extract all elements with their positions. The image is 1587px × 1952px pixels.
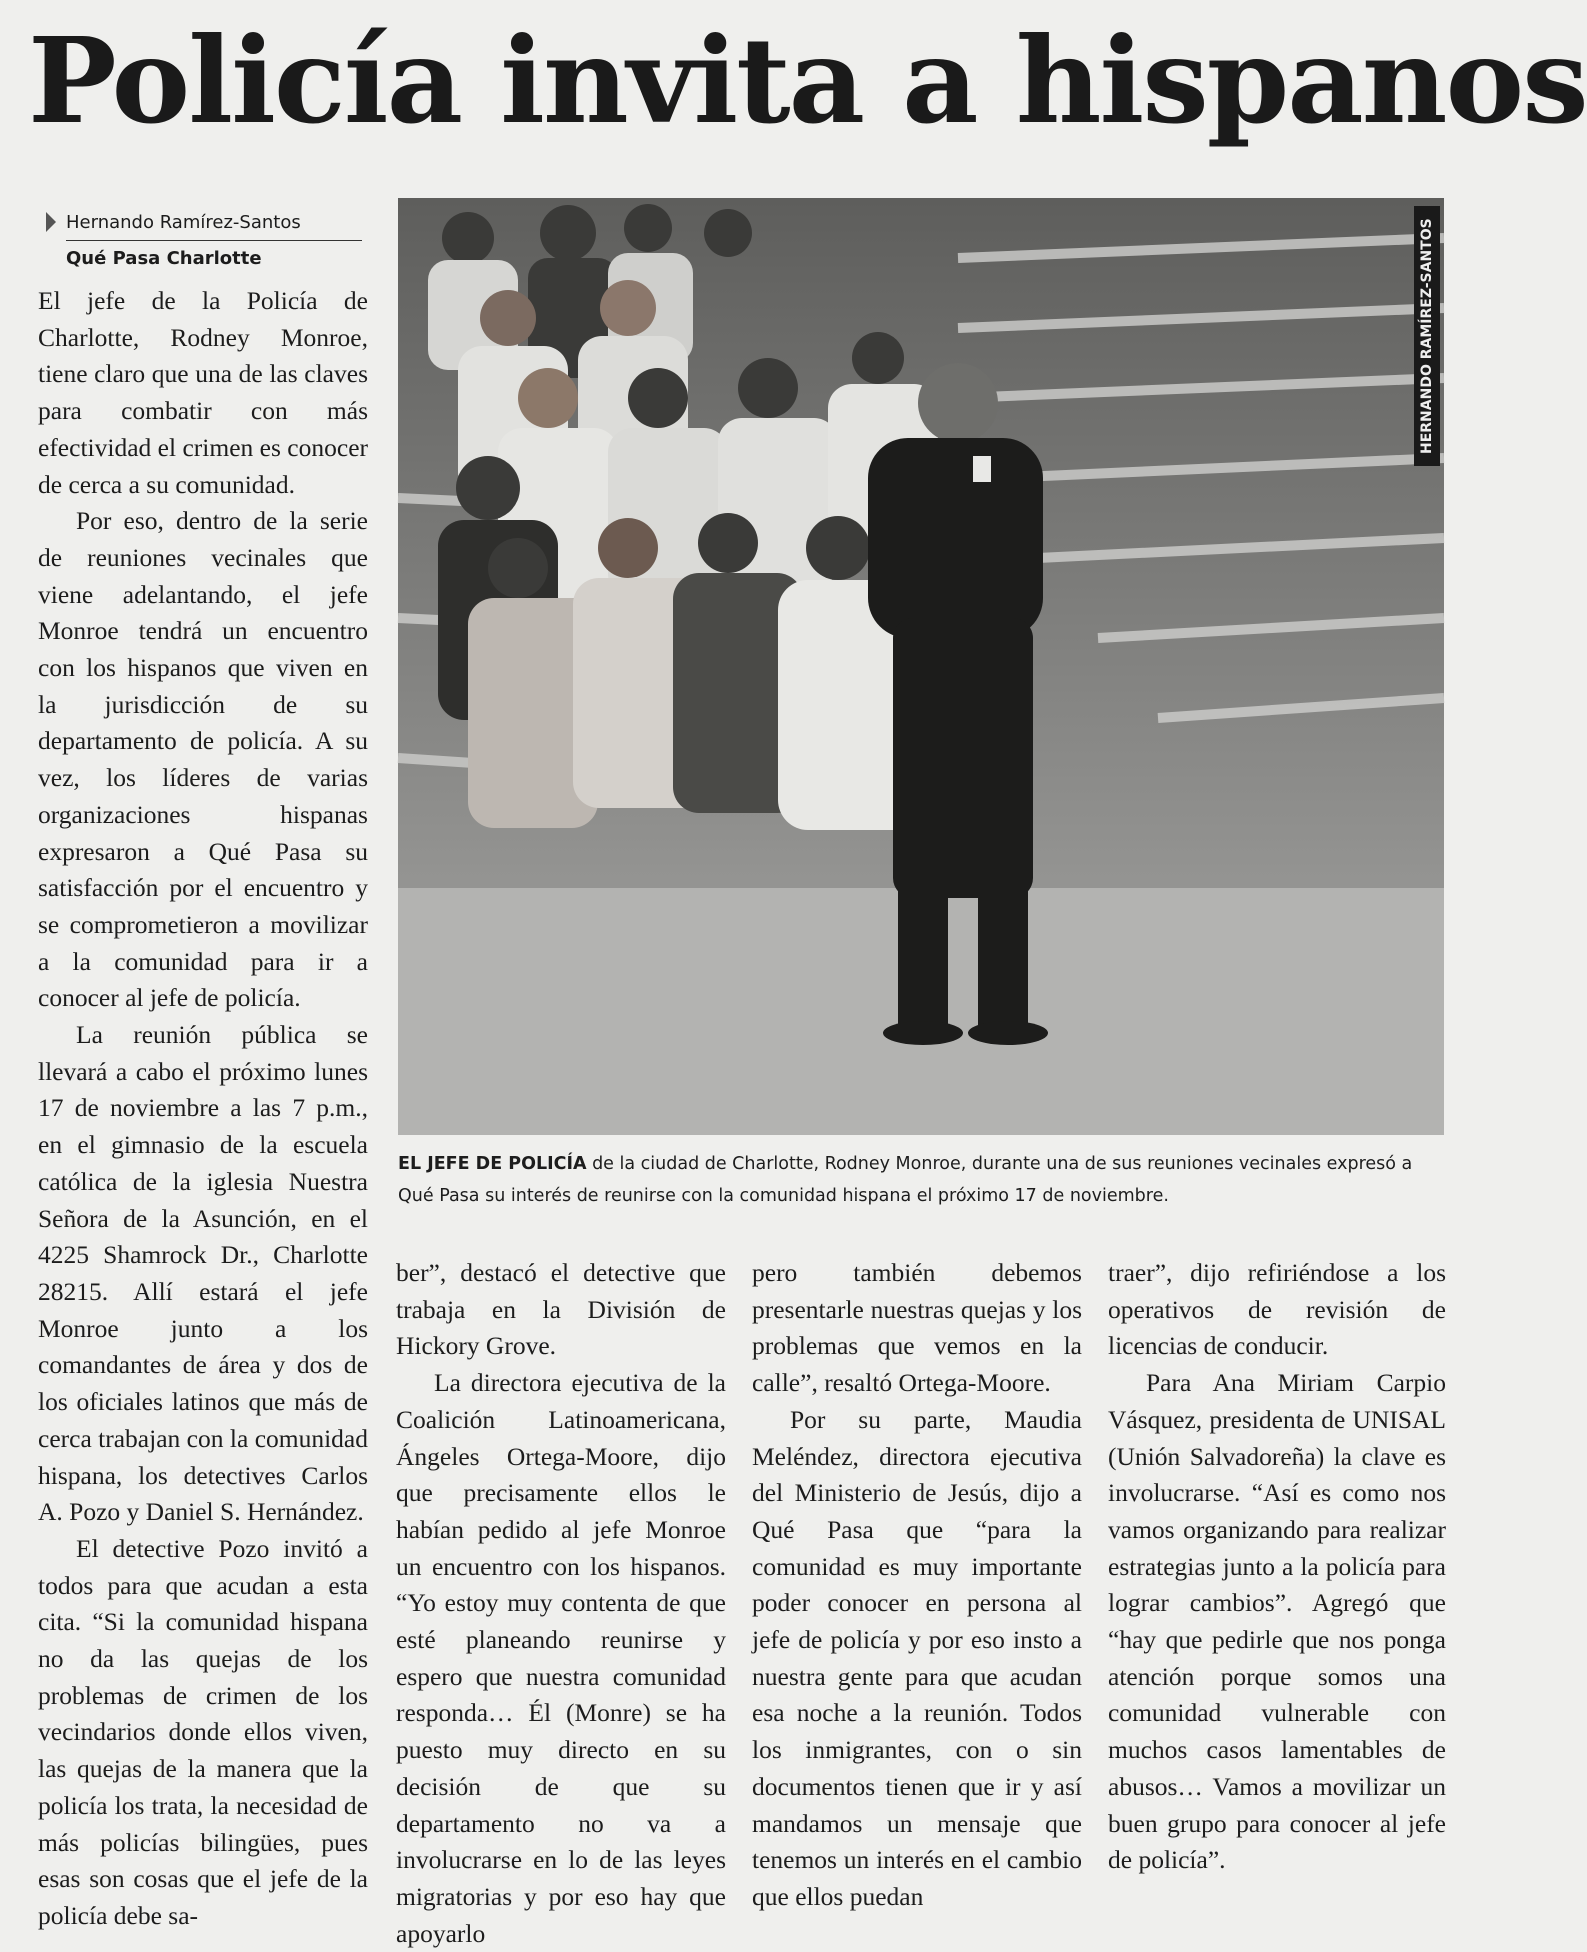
paragraph: traer”, dijo refiriéndose a los operativos de revisión de licencias de conducir. xyxy=(1108,1258,1446,1361)
caption-lead: EL JEFE DE POLICÍA xyxy=(398,1154,587,1174)
byline-publication: Qué Pasa Charlotte xyxy=(66,248,262,269)
byline xyxy=(66,210,362,273)
paragraph: La reunión pública se llevará a cabo el próximo lunes 17 de noviembre a las 7 p.m., en el gimnasio de la escuela católica de la iglesia Nuestra Señora de la Asunción, en el 4225 Shamrock Dr., Charlotte 28215. Allí estará el jefe Monroe junto a los comandantes de área y dos de los oficiales latinos que más de cerca trabajan con la comunidad hispana, los detectives Carlos A. Pozo y Daniel S. Hernández. xyxy=(38,1020,368,1527)
photo-credit: HERNANDO RAMÍREZ-SANTOS xyxy=(1414,206,1440,466)
byline-author: Hernando Ramírez-Santos xyxy=(66,210,362,241)
paragraph: Para Ana Miriam Carpio Vásquez, presidenta de UNISAL (Unión Salvadoreña) la clave es involucrarse. “Así es como nos vamos organizando para realizar estrategias junto a la policía para lograr cambios”. Agregó que “hay que pedirle que nos ponga atención porque somos una comunidad vulnerable con muchos casos lamentables de abusos… Vamos a movilizar un buen grupo para conocer al jefe de policía”. xyxy=(1108,1368,1446,1875)
headline: Policía invita a hispanos xyxy=(28,11,1587,150)
caption-text: de la ciudad de Charlotte, Rodney Monroe, durante una de sus reuniones vecinales expresó a Qué Pasa su interés de reunirse con la comunidad hispana el próximo 17 de noviembre. xyxy=(398,1154,1413,1206)
paragraph: El detective Pozo invitó a todos para que acudan a esta cita. “Si la comunidad hispana no da las quejas de los problemas de crimen de los vecindarios donde ellos viven, las quejas de la manera que la policía los trata, la necesidad de más policías bilingües, pues esas son cosas que el jefe de la policía debe sa- xyxy=(38,1533,368,1930)
article-column-3 xyxy=(752,1255,1082,1911)
article-column-4 xyxy=(1108,1255,1446,1895)
paragraph: pero también debemos presentarle nuestras quejas y los problemas que vemos en la calle”, resaltó Ortega-Moore. xyxy=(752,1258,1082,1398)
photo-caption xyxy=(398,1148,1444,1212)
byline-marker-icon xyxy=(46,212,56,232)
paragraph: ber”, destacó el detective que trabaja en la División de Hickory Grove. xyxy=(396,1258,726,1361)
paragraph: Por eso, dentro de la serie de reuniones vecinales que viene adelantando, el jefe Monroe tendrá un encuentro con los hispanos que viven en la jurisdicción de su departamento de policía. A su vez, los líderes de varias organizaciones hispanas expresaron a Qué Pasa su satisfacción por el encuentro y se comprometieron a movilizar a la comunidad para ir a conocer al jefe de policía. xyxy=(38,506,368,1013)
paragraph: El jefe de la Policía de Charlotte, Rodney Monroe, tiene claro que una de las claves para combatir con más efectividad el crimen es conocer de cerca a su comunidad. xyxy=(38,286,368,499)
photo-illustration xyxy=(398,198,1444,1135)
article-column-1 xyxy=(38,283,368,1930)
paragraph: Por su parte, Maudia Meléndez, directora ejecutiva del Ministerio de Jesús, dijo a Qué Pasa que “para la comunidad es muy importante poder conocer en persona al jefe de policía y por eso insto a nuestra gente para que acudan esa noche a la reunión. Todos los inmigrantes, con o sin documentos tienen que ir y así mandamos un mensaje que tenemos un interés en el cambio que ellos puedan xyxy=(752,1404,1082,1911)
paragraph: La directora ejecutiva de la Coalición Latinoamericana, Ángeles Ortega-Moore, dijo que precisamente ellos le habían pedido al jefe Monroe un encuentro con los hispanos. “Yo estoy muy contenta de que esté planeando reunirse y espero que nuestra comunidad responda… Él (Monre) se ha puesto muy directo en su decisión de que su departamento no va a involucrarse en lo de las leyes migratorias y por eso hay que apoyarlo xyxy=(396,1368,726,1948)
news-photo xyxy=(398,198,1444,1135)
article-column-2 xyxy=(396,1255,726,1948)
